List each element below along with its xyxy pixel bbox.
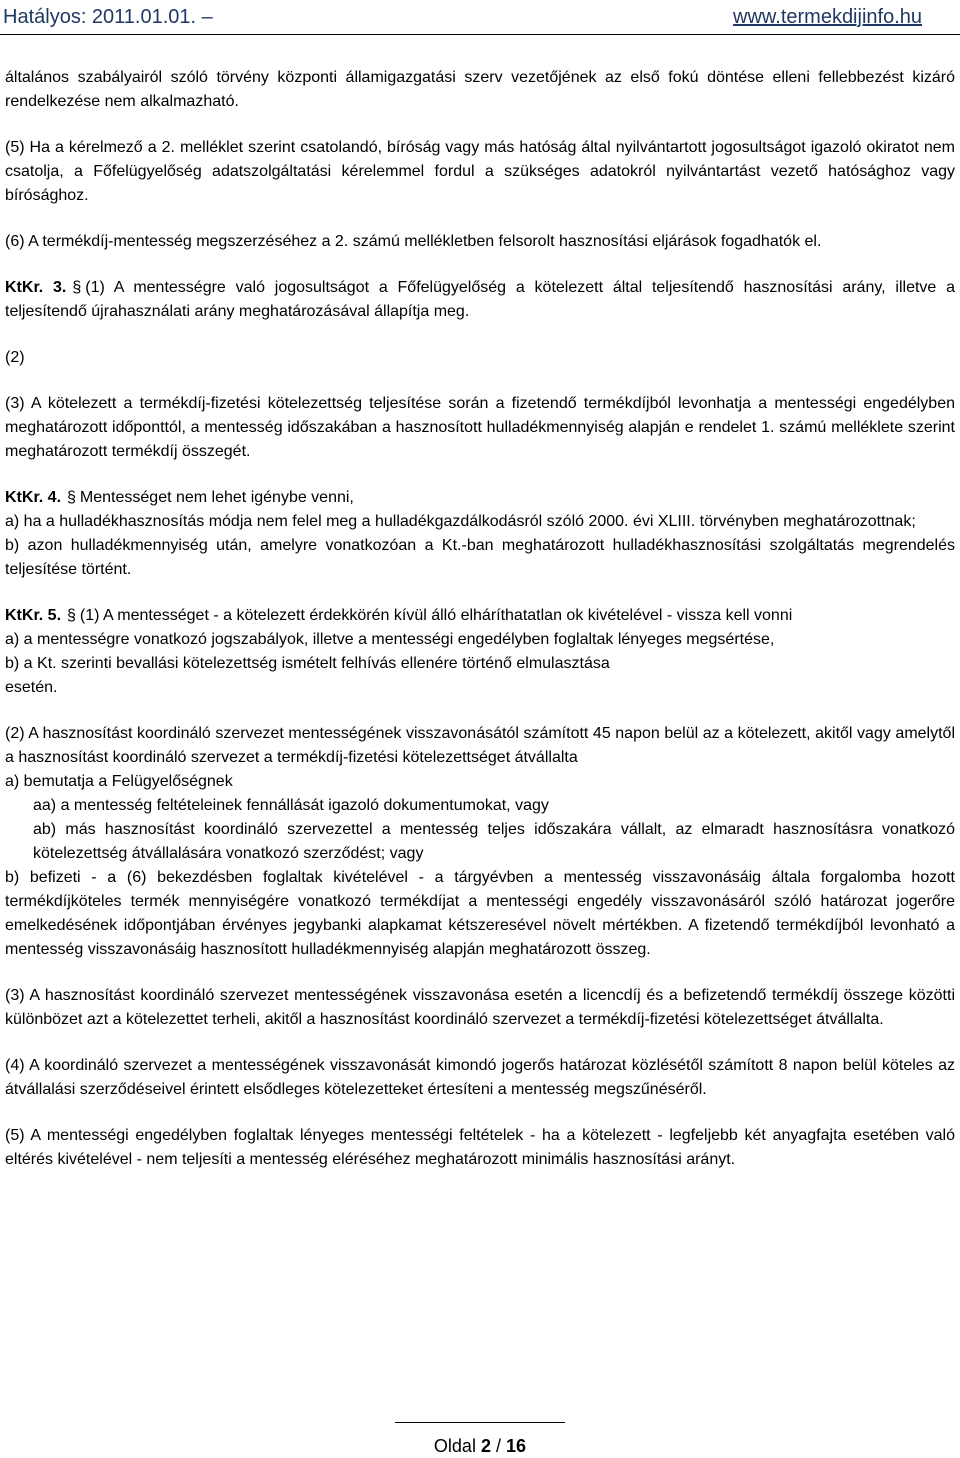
section-4 [5, 486, 955, 582]
list-item: a) bemutatja a Felügyelőségnek [5, 773, 233, 790]
paragraph: (2) A hasznosítást koordináló szervezet mentességének visszavonásától számított 45 napon belül az a kötelezett, akitől vagy amelytől a hasznosítást koordináló szervezet a termékdíj-fizetési kötelezettséget átvállalta [5, 725, 955, 766]
section-label: KtKr. 4. [5, 489, 62, 506]
section-sign-icon: § [72, 279, 82, 296]
list-item: aa) a mentesség feltételeinek fennállását igazoló dokumentumokat, vagy [33, 797, 549, 814]
list-item: ab) más hasznosítást koordináló szervezettel a mentesség teljes időszakára vállalt, az elmaradt hasznosításra vonatkozó kötelezettség átvállalására vonatkozó szerződést; vagy [33, 821, 955, 862]
paragraph: (2) [5, 349, 25, 366]
section-text: (1) A mentességre való jogosultságot a Főfelügyelőség a kötelezett által teljesítendő hasznosítási arány, illetve a teljesítendő újrahasználati arány meghatározásával állapítja meg. [5, 279, 956, 320]
section-sign-icon: § [67, 489, 76, 506]
paragraph: (3) A kötelezett a termékdíj-fizetési kötelezettség teljesítése során a fizetendő termékdíjból levonhatja a mentességi engedélyben meghatározott időponttól, a mentesség időszakában a hasznosított hulladékmennyiség alapján e rendelet 1. számú melléklete szerint meghatározott termékdíj összegét. [5, 395, 955, 460]
list-item: a) a mentességre vonatkozó jogszabályok, illetve a mentességi engedélyben foglaltak lényeges megsértése, [5, 631, 775, 648]
page-header [0, 0, 960, 36]
paragraph: általános szabályairól szóló törvény központi államigazgatási szerv vezetőjének az első fokú döntése elleni fellebbezést kizáró rendelkezése nem alkalmazható. [5, 69, 955, 110]
list-item: esetén. [5, 679, 58, 696]
section-sign-icon: § [67, 607, 76, 624]
page-number: 2 [480, 1436, 491, 1456]
section-label: KtKr. 5. [5, 607, 62, 624]
document-body [5, 66, 955, 1194]
paragraph: (4) A koordináló szervezet a mentességének visszavonását kimondó jogerős határozat közlésétől számított 8 napon belül köteles az átvállalási szerződéseivel érintett elsődleges kötelezetteket értesíteni a mentesség megszűnéséről. [5, 1057, 955, 1098]
section-text: Mentességet nem lehet igénybe venni, [79, 489, 354, 506]
paragraph-group [5, 722, 955, 962]
page-total: 16 [506, 1436, 527, 1456]
paragraph: (5) Ha a kérelmező a 2. melléklet szerint csatolandó, bíróság vagy más hatóság által nyilvántartott jogosultságot igazoló okiratot nem csatolja, a Főfelügyelőség adatszolgáltatási kérelemmel fordul a szükséges adatokról nyilvántartást vezető hatósághoz vagy bírósághoz. [5, 139, 955, 204]
effective-date-label: Hatályos: 2011.01.01. – [3, 6, 213, 28]
paragraph: (6) A termékdíj-mentesség megszerzéséhez a 2. számú mellékletben felsorolt hasznosítási eljárások fogadhatók el. [5, 233, 822, 250]
list-item: b) befizeti - a (6) bekezdésben foglaltak kivételével - a tárgyévben a mentesség visszavonásáig általa forgalomba hozott termékdíjköteles termék mennyiségére vonatkozó termékdíjat a mentességi engedély visszavonásáról szóló határozat jogerőre emelkedésének időpontjában érvényes jegybanki alapkamat kétszeresével növelt mértékben. A fizetendő termékdíjból levonható a mentesség visszavonásáig hasznosított hulladékmennyiség alapján meghatározott összeg. [5, 869, 955, 958]
list-item: b) azon hulladékmennyiség után, amelyre vonatkozóan a Kt.-ban meghatározott hulladékhasznosítási szolgáltatás megrendelés teljesítése történt. [5, 537, 955, 578]
paragraph: (3) A hasznosítást koordináló szervezet mentességének visszavonása esetén a licencdíj és a befizetendő termékdíj összege közötti különbözet azt a kötelezettet terheli, akitől a hasznosítást koordináló szervezet a termékdíj-fizetési kötelezettséget átvállalta. [5, 987, 955, 1028]
list-item: a) ha a hulladékhasznosítás módja nem felel meg a hulladékgazdálkodásról szóló 2000. évi XLIII. törvényben meghatározottnak; [5, 513, 916, 530]
section-3 [5, 276, 955, 324]
list-item: b) a Kt. szerinti bevallási kötelezettség ismételt felhívás ellenére történő elmulasztása [5, 655, 610, 672]
footer-divider [395, 1422, 565, 1423]
page-separator: / [496, 1436, 502, 1456]
paragraph: (5) A mentességi engedélyben foglaltak lényeges mentességi feltételek - ha a kötelezett - legfeljebb két anyagfajta esetében való eltérés kivételével - nem teljesíti a mentesség eléréséhez meghatározott minimális hasznosítási arányt. [5, 1127, 955, 1168]
section-label: KtKr. 3. [5, 279, 67, 296]
header-divider [0, 34, 960, 35]
section-5 [5, 604, 955, 700]
page-footer [0, 1436, 960, 1457]
website-link[interactable]: www.termekdijinfo.hu [733, 6, 922, 28]
section-text: (1) A mentességet - a kötelezett érdekkörén kívül álló elháríthatatlan ok kivételével - vissza kell vonni [79, 607, 793, 624]
page-prefix: Oldal [433, 1436, 476, 1456]
